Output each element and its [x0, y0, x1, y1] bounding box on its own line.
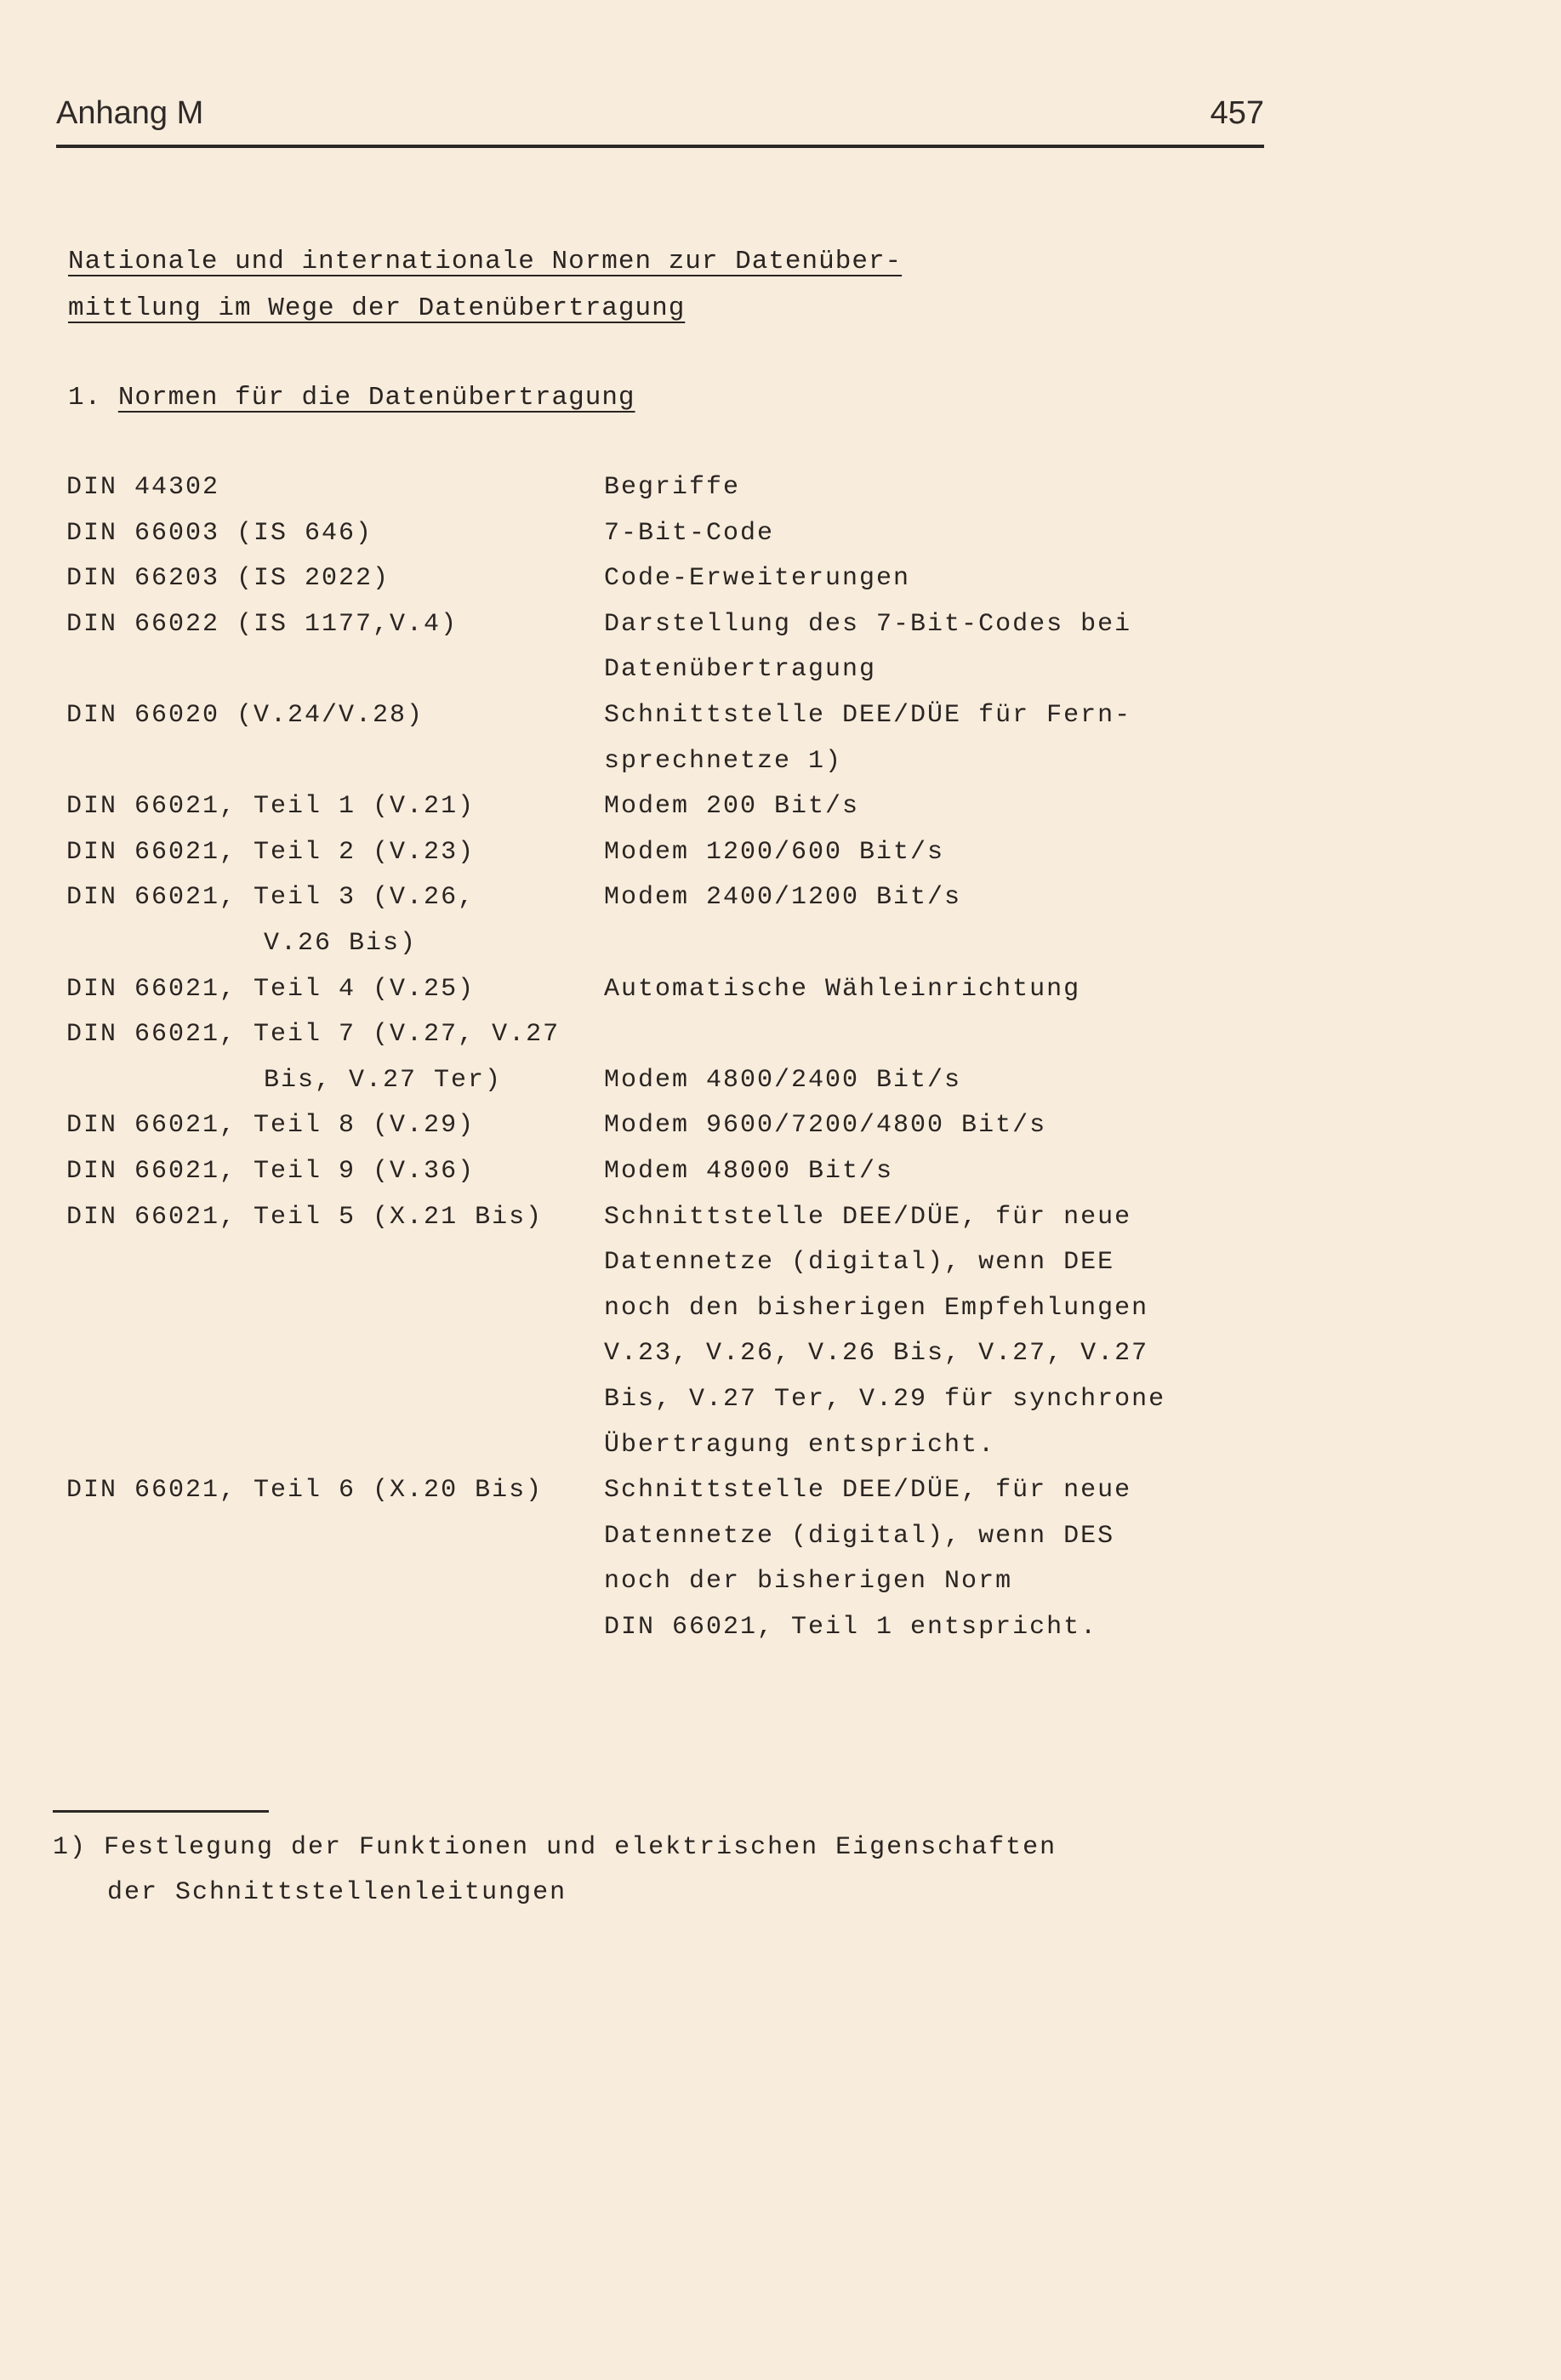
norm-description: Automatische Wähleinrichtung	[604, 974, 1081, 1004]
section-title: Normen für die Datenübertragung	[117, 383, 635, 413]
norm-designation: DIN 66021, Teil 1 (V.21)	[66, 792, 476, 822]
section-number: 1.	[68, 383, 102, 413]
norm-description: Modem 9600/7200/4800 Bit/s	[604, 1111, 1047, 1141]
norm-description-continued: DIN 66021, Teil 1 entspricht.	[604, 1613, 1098, 1642]
norm-description-continued: Datennetze (digital), wenn DES	[604, 1521, 1115, 1551]
norm-description: Darstellung des 7-Bit-Codes bei	[604, 609, 1132, 639]
norm-description-continued: V.23, V.26, V.26 Bis, V.27, V.27	[604, 1339, 1149, 1369]
norm-description-continued: noch den bisherigen Empfehlungen	[604, 1293, 1149, 1323]
footnote-line-1: 1) Festlegung der Funktionen und elektrischen Eigenschaften	[53, 1833, 1057, 1862]
norm-designation: DIN 66021, Teil 3 (V.26,	[66, 883, 476, 913]
norm-description-continued: noch der bisherigen Norm	[604, 1567, 1013, 1597]
norm-designation-continued: Bis, V.27 Ter)	[264, 1065, 503, 1095]
norm-description-continued: Modem 4800/2400 Bit/s	[604, 1065, 962, 1095]
norm-description-continued: Übertragung entspricht.	[604, 1430, 996, 1460]
norm-designation: DIN 66021, Teil 6 (X.20 Bis)	[66, 1476, 544, 1506]
norm-designation-continued: V.26 Bis)	[264, 929, 418, 958]
document-title-line-2: mittlung im Wege der Datenübertragung	[68, 293, 686, 323]
norm-designation: DIN 44302	[66, 473, 220, 502]
norm-description: Code-Erweiterungen	[604, 564, 911, 594]
norm-designation: DIN 66021, Teil 4 (V.25)	[66, 974, 476, 1004]
norm-description: Schnittstelle DEE/DÜE, für neue	[604, 1202, 1132, 1232]
norm-description: 7-Bit-Code	[604, 518, 775, 548]
norm-description-continued: Bis, V.27 Ter, V.29 für synchrone	[604, 1385, 1166, 1414]
footnote-line-2: der Schnittstellenleitungen	[107, 1878, 567, 1907]
chapter-label: Anhang M	[56, 95, 204, 131]
document-title-line-1: Nationale und internationale Normen zur Datenüber-	[68, 247, 903, 276]
norm-description: Modem 200 Bit/s	[604, 792, 860, 822]
page-number: 457	[1210, 95, 1264, 131]
norm-description-continued: Datenübertragung	[604, 655, 877, 685]
norm-designation: DIN 66021, Teil 2 (V.23)	[66, 837, 476, 867]
norm-designation: DIN 66021, Teil 7 (V.27, V.27	[66, 1020, 561, 1050]
norm-designation: DIN 66021, Teil 5 (X.21 Bis)	[66, 1202, 544, 1232]
norm-description: Modem 1200/600 Bit/s	[604, 837, 945, 867]
header-rule	[56, 145, 1264, 148]
norm-designation: DIN 66022 (IS 1177,V.4)	[66, 609, 459, 639]
section-heading	[68, 383, 635, 413]
norm-designation: DIN 66020 (V.24/V.28)	[66, 701, 424, 730]
norm-description: Schnittstelle DEE/DÜE für Fern-	[604, 701, 1132, 730]
norm-designation: DIN 66021, Teil 9 (V.36)	[66, 1157, 476, 1186]
norm-description-continued: sprechnetze 1)	[604, 746, 843, 776]
norm-description-continued: Datennetze (digital), wenn DEE	[604, 1248, 1115, 1278]
footnote-rule	[53, 1810, 269, 1813]
norm-designation: DIN 66003 (IS 646)	[66, 518, 373, 548]
norm-description: Modem 48000 Bit/s	[604, 1157, 894, 1186]
norm-designation: DIN 66021, Teil 8 (V.29)	[66, 1111, 476, 1141]
norm-description: Schnittstelle DEE/DÜE, für neue	[604, 1476, 1132, 1506]
norm-designation: DIN 66203 (IS 2022)	[66, 564, 390, 594]
norm-description: Begriffe	[604, 473, 741, 502]
norm-description: Modem 2400/1200 Bit/s	[604, 883, 962, 913]
